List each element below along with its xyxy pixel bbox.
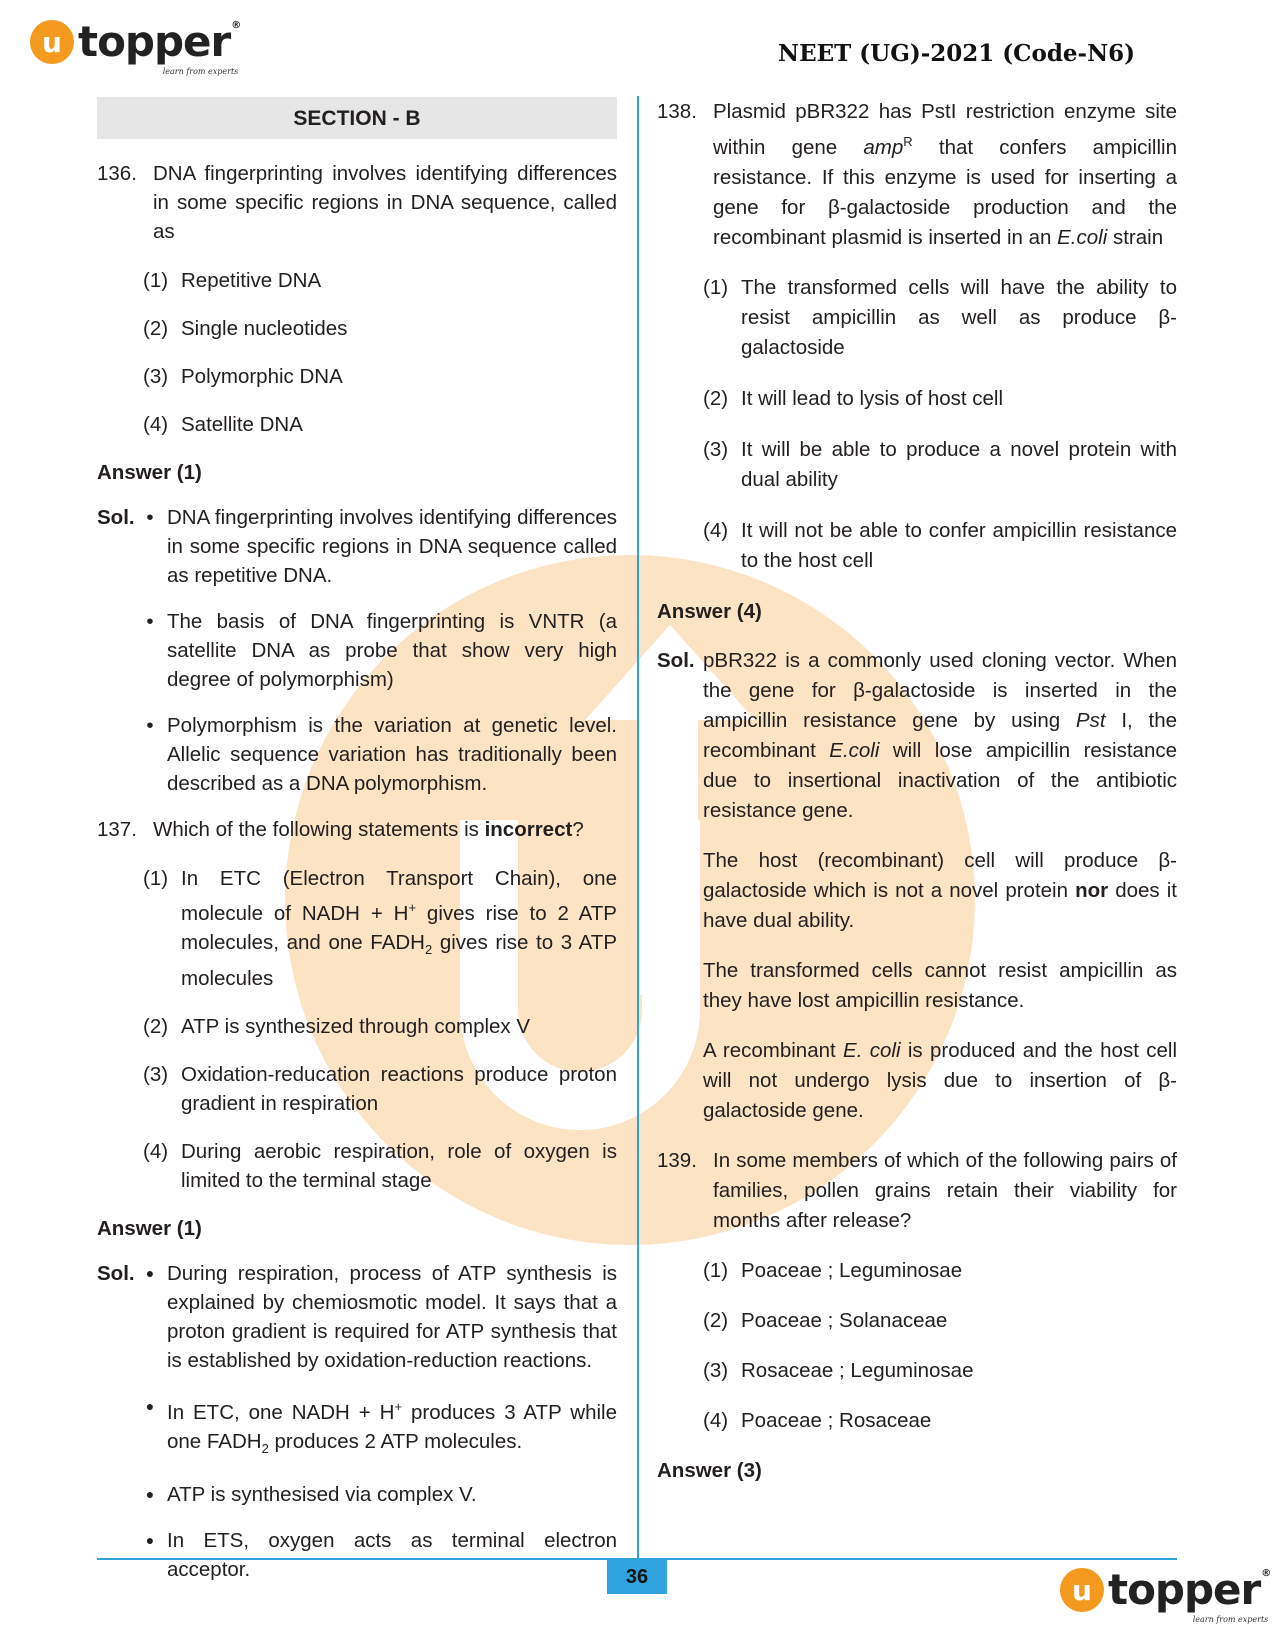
option: (2) It will lead to lysis of host cell (703, 386, 1004, 410)
solution-item: • Polymorphism is the variation at genetic level. Allelic sequence variation has traditionally been described as a DNA polymorphism. (97, 711, 617, 798)
solution-paragraph: Sol. pBR322 is a commonly used cloning vector. When the gene for β-galactoside is inserted in the ampicillin resistance gene by using Pst I, the recombinant E.coli will lose ampicillin resistance due to insertional inactivation of the antibiotic resistance gene. (657, 646, 1177, 826)
option: (4) Satellite DNA (143, 413, 303, 436)
left-column (97, 97, 617, 1601)
answer: Answer (1) (97, 461, 202, 484)
question-138 (657, 97, 1177, 253)
logo-tagline: learn from experts (1192, 1615, 1269, 1624)
logo-u-icon: u (1060, 1568, 1104, 1612)
answer: Answer (4) (657, 599, 762, 623)
answer: Answer (3) (657, 1458, 762, 1482)
sol-label: Sol. (657, 648, 695, 672)
solution-paragraph: A recombinant E. coli is produced and the host cell will not undergo lysis due to insertion of β-galactoside gene. (703, 1038, 1178, 1122)
solution-item: ● In ETS, oxygen acts as terminal electron acceptor. (97, 1526, 617, 1584)
solution-paragraph: The host (recombinant) cell will produce β-galactoside which is not a novel protein nor does it have dual ability. (703, 848, 1177, 932)
question-text: DNA fingerprinting involves identifying differences in some specific regions in DNA sequence, called as (153, 162, 617, 243)
option: (3) Oxidation-reducation reactions produce proton gradient in respiration (143, 1062, 617, 1115)
option: (1) Poaceae ; Leguminosae (703, 1258, 963, 1282)
option: (2) Poaceae ; Solanaceae (703, 1308, 948, 1332)
option: (4) During aerobic respiration, role of oxygen is limited to the terminal stage (143, 1139, 617, 1192)
section-title: SECTION - B (97, 97, 617, 139)
right-column (657, 97, 1177, 1501)
bullet-icon: ● (145, 1397, 155, 1414)
logo-tagline: learn from experts (162, 67, 239, 76)
question-number: 139. (657, 1148, 697, 1172)
bullet-icon: • (146, 506, 154, 529)
question-text: In some members of which of the following pairs of families, pollen grains retain their viability for months after release? (713, 1148, 1177, 1232)
option: (1) In ETC (Electron Transport Chain), one molecule of NADH + H+ gives rise to 2 ATP molecules, and one $FADH_2$ gives rise to 3 ATP molecules (143, 867, 617, 990)
question-text: Which of the following statements is incorrect? (153, 818, 584, 841)
column-divider (637, 96, 639, 1561)
logo-word: topper (78, 17, 231, 66)
question-text: Plasmid pBR322 has PstI restriction enzyme site within gene amp$^R$ that confers ampicillin resistance. If this enzyme is used for inserting a gene for β-galactoside production and the recombinant plasmid is inserted in an E.coli strain (713, 100, 1177, 249)
option: (4) It will not be able to confer ampicillin resistance to the host cell (703, 518, 1177, 572)
logo-u-icon: u (30, 20, 74, 64)
sol-label: Sol. (97, 506, 135, 529)
bullet-icon: ● (145, 1485, 155, 1502)
option: (3) It will be able to produce a novel protein with dual ability (703, 437, 1177, 491)
logo-word: topper (1108, 1565, 1261, 1614)
option: (3) Polymorphic DNA (143, 365, 343, 388)
solution-item: • The basis of DNA fingerprinting is VNTR (a satellite DNA as probe that show very high degree of polymorphism) (97, 607, 617, 694)
solution-item: ● In ETC, one NADH + H+ produces 3 ATP while one $FADH_2$ produces 2 ATP molecules. (97, 1392, 617, 1463)
option: (1) The transformed cells will have the ability to resist ampicillin as well as produce β-galactoside (703, 275, 1177, 359)
topper-logo-footer (1060, 1565, 1271, 1624)
registered-mark: ® (231, 20, 241, 31)
question-136 (97, 159, 617, 246)
answer: Answer (1) (97, 1216, 202, 1240)
exam-title: NEET (UG)-2021 (Code-N6) (778, 40, 1135, 67)
bullet-icon: • (146, 610, 154, 633)
question-137 (97, 815, 617, 844)
option: (2) ATP is synthesized through complex V (143, 1014, 531, 1038)
solution-item: ● ATP is synthesised via complex V. (97, 1480, 617, 1509)
option: (3) Rosaceae ; Leguminosae (703, 1358, 974, 1382)
sol-label: Sol. (97, 1261, 135, 1285)
solution-item: Sol. ● During respiration, process of ATP synthesis is explained by chemiosmotic model. It says that a proton gradient is required for ATP synthesis that is established by oxidation-reduction reactions. (97, 1259, 617, 1375)
option: (1) Repetitive DNA (143, 269, 322, 292)
question-number: 137. (97, 818, 137, 841)
topper-logo (30, 17, 241, 76)
option: (4) Poaceae ; Rosaceae (703, 1408, 932, 1432)
bullet-icon: ● (145, 1264, 155, 1281)
registered-mark: ® (1261, 1568, 1271, 1579)
question-number: 138. (657, 100, 697, 123)
bullet-icon: ● (145, 1531, 155, 1548)
option: (2) Single nucleotides (143, 317, 348, 340)
bullet-icon: • (146, 714, 154, 737)
question-139 (657, 1146, 1177, 1236)
solution-item: Sol. • DNA fingerprinting involves identifying differences in some specific regions in DNA sequence called as repetitive DNA. (97, 503, 617, 590)
page-number: 36 (607, 1560, 667, 1594)
question-number: 136. (97, 162, 137, 185)
solution-paragraph: The transformed cells cannot resist ampicillin as they have lost ampicillin resistance. (703, 958, 1177, 1012)
